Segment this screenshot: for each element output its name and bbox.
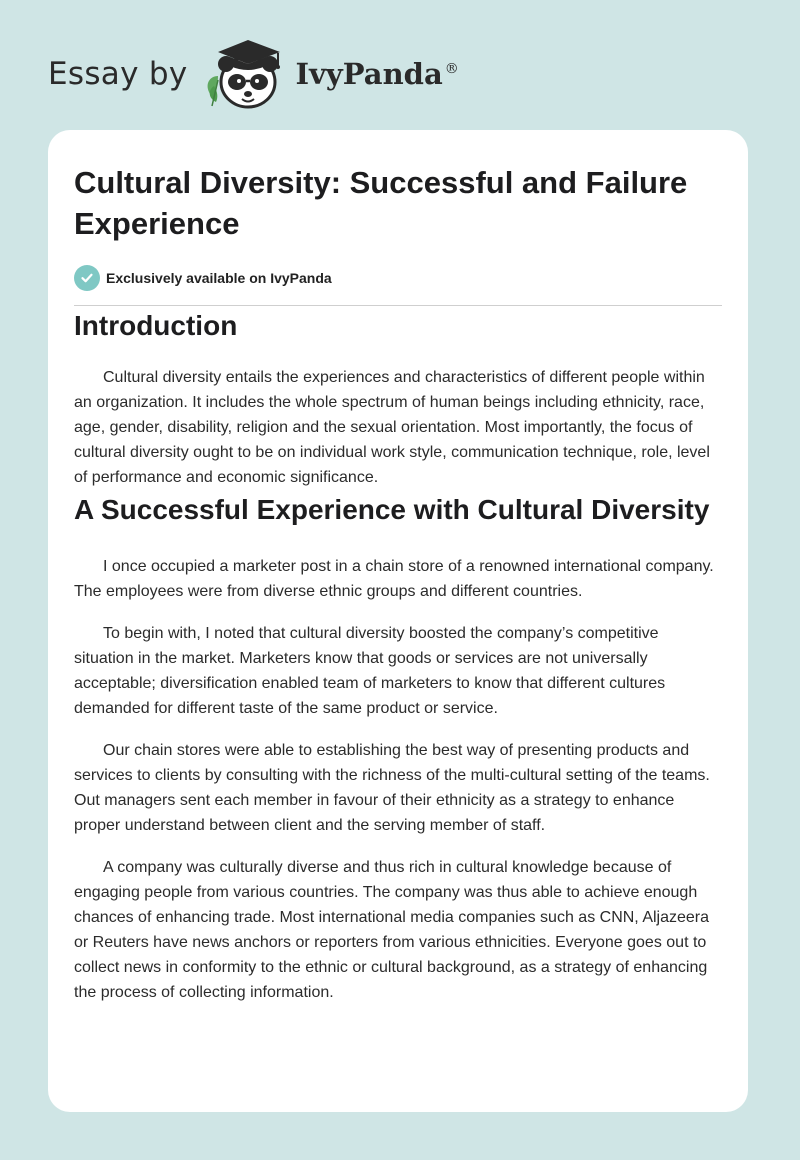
registered-mark: ®	[444, 61, 459, 78]
panda-logo-icon	[202, 36, 290, 112]
paragraph: To begin with, I noted that cultural diversity boosted the company’s competitive situation in the market. Marketers know that goods or services are not universally acceptable; diversification enabled team of marketers to know that different cultures demanded for different taste of the same product or service.	[74, 625, 666, 717]
exclusive-badge	[74, 264, 722, 292]
section-heading: A Successful Experience with Cultural Diversity	[74, 494, 710, 525]
exclusive-badge-text: Exclusively available on IvyPanda	[106, 270, 332, 286]
paragraph: Our chain stores were able to establishing the best way of presenting products and services to clients by consulting with the richness of the multi-cultural setting of the teams. Out managers sent each member in favour of their ethnicity as a strategy to enhance proper understand between client and the serving member of staff.	[74, 742, 710, 834]
section-successful-experience	[74, 490, 722, 1005]
brand-header	[48, 34, 459, 114]
essay-title: Cultural Diversity: Successful and Failure Experience	[74, 165, 688, 241]
essay-card	[48, 130, 748, 1112]
section-introduction	[74, 306, 722, 490]
paragraph: I once occupied a marketer post in a chain store of a renowned international company. The employees were from diverse ethnic groups and different countries.	[74, 558, 714, 600]
section-heading: Introduction	[74, 310, 238, 341]
check-icon	[74, 265, 100, 291]
paragraph: A company was culturally diverse and thus rich in cultural knowledge because of engaging people from various countries. The company was thus able to achieve enough chances of enhancing trade. Most international media companies such as CNN, Aljazeera or Reuters have news anchors or reporters from various ethnicities. Everyone goes out to collect news in conformity to the ethnic or cultural background, as a strategy of enhancing the process of collecting information.	[74, 859, 710, 1001]
paragraph: Cultural diversity entails the experiences and characteristics of different people within an organization. It includes the whole spectrum of human beings including ethnicity, race, age, gender, disability, religion and the sexual orientation. Most importantly, the focus of cultural diversity ought to be on individual work style, communication technique, role, level of performance and economic significance.	[74, 369, 710, 486]
brand-prefix: Essay by	[48, 56, 188, 92]
brand-name: IvyPanda ®	[295, 57, 459, 91]
